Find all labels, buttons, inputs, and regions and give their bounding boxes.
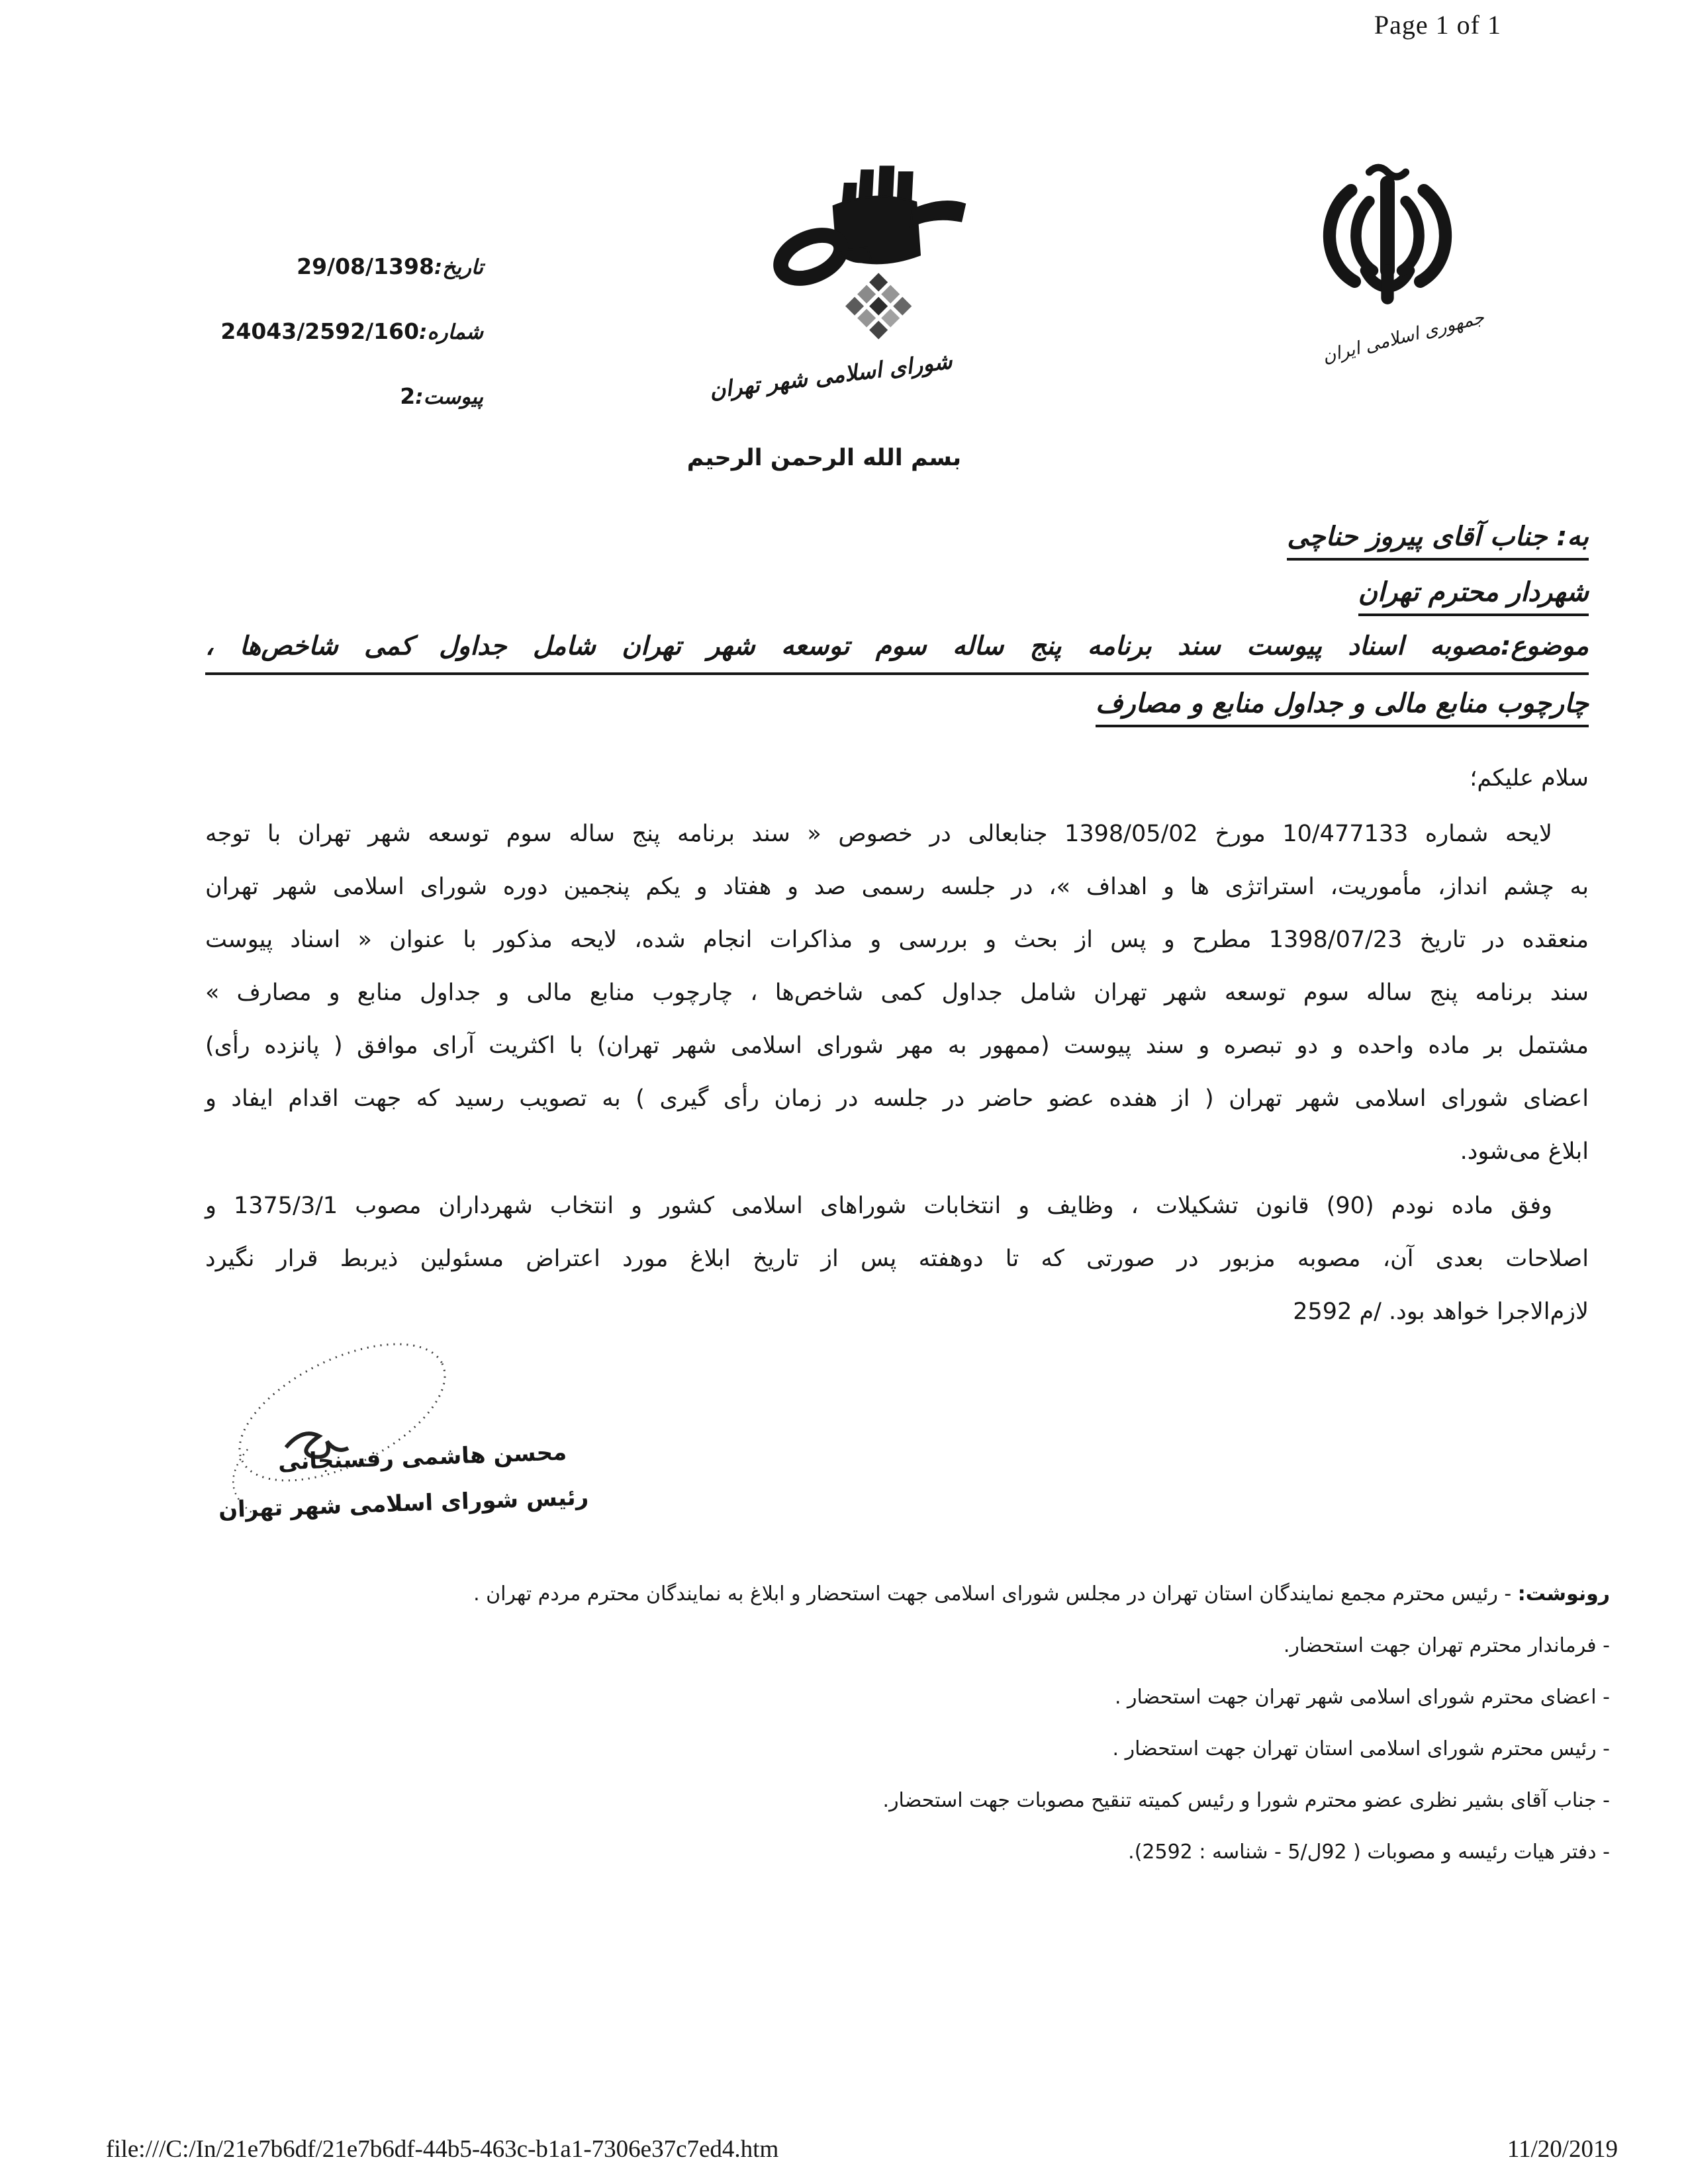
council-logo [751, 154, 1009, 360]
meta-attachment-label: پیوست: [415, 385, 483, 409]
bismillah-line: بسم الله الرحمن الرحیم [686, 445, 962, 471]
meta-number-row [220, 316, 483, 351]
letter-meta-block [220, 251, 483, 446]
iran-emblem-icon [1296, 158, 1479, 322]
cc-item: - فرماندار محترم تهران جهت استحضار. [1283, 1634, 1610, 1657]
page-number: Page 1 of 1 [1374, 10, 1501, 40]
footer-print-date: 11/20/2019 [1507, 2136, 1618, 2163]
paragraph1-line: اعضای شورای اسلامی شهر تهران ( از هفده عضو حاضر در جلسه در زمان رأی گیری ) به تصویب رسید که جهت اقدام ایفاد و [205, 1085, 1589, 1112]
recipient-name: به: جناب آقای پیروز حناچی [1287, 522, 1589, 561]
cc-item: - رئیس محترم مجمع نمایندگان استان تهران در مجلس شورای اسلامی جهت استحضار و ابلاغ به نمایندگان محترم مردم تهران . [473, 1582, 1512, 1606]
signer-name: محسن هاشمی رفسنجانی [277, 1439, 567, 1476]
body-paragraph-2 [205, 1179, 1589, 1338]
meta-number-label: شماره: [419, 320, 483, 344]
meta-date-row [220, 251, 483, 286]
cc-item: - جناب آقای بشیر نظری عضو محترم شورا و رئیس کمیته تنقیح مصوبات جهت استحضار. [882, 1789, 1610, 1812]
signer-title: رئیس شورای اسلامی شهر تهران [218, 1484, 589, 1524]
footer-file-url: file:///C:/In/21e7b6df/21e7b6df-44b5-463c-b1a1-7306e37c7ed4.htm [106, 2136, 779, 2163]
body-paragraph-1 [205, 807, 1589, 1178]
paragraph2-line: وفق ماده نودم (90) قانون تشکیلات ، وظایف و انتخابات شوراهای اسلامی کشور و انتخاب شهرداران مصوب 1375/3/1 و [205, 1193, 1552, 1219]
paragraph1-line: منعقده در تاریخ 1398/07/23 مطرح و پس از بحث و بررسی و مذاکرات انجام شده، لایحه مذکور با عنوان « اسناد پیوست [205, 927, 1589, 953]
cc-item: - دفتر هیات رئیسه و مصوبات ( 92ل/5 - شناسه : 2592). [1128, 1841, 1610, 1864]
meta-date-value: 29/08/1398 [297, 253, 434, 279]
meta-attachment-value: 2 [400, 383, 416, 409]
subject-line-2 [1096, 688, 1589, 727]
subject-line-1: موضوع:مصوبه اسناد پیوست سند برنامه پنج ساله سوم توسعه شهر تهران شامل جداول کمی شاخص‌ها ، [205, 629, 1589, 675]
paragraph2-line: اصلاحات بعدی آن، مصوبه مزبور در صورتی که تا دوهفته پس از تاریخ ابلاغ مورد اعتراض مسئولین ذیربط قرار نگیرد [205, 1246, 1589, 1272]
council-logo-icon [751, 154, 1009, 360]
salutation-line: سلام علیکم؛ [1470, 765, 1589, 792]
iran-national-emblem [1296, 158, 1479, 322]
cc-item: - رئیس محترم شورای اسلامی استان تهران جهت استحضار . [1112, 1737, 1610, 1760]
cc-item: - اعضای محترم شورای اسلامی شهر تهران جهت استحضار . [1114, 1686, 1610, 1709]
cc-block [392, 1569, 1610, 1878]
paragraph1-line: ابلاغ می‌شود. [1460, 1138, 1589, 1165]
paragraph1-line: به چشم انداز، مأموریت، استراتژی ها و اهداف »، در جلسه رسمی صد و هفتاد و یکم پنجمین دوره شورای اسلامی شهر تهران [205, 874, 1589, 900]
cc-label: رونوشت: [1517, 1582, 1610, 1606]
iran-emblem-caption: جمهوری اسلامی ایران [1320, 307, 1487, 367]
paragraph2-line: لازم‌الاجرا خواهد بود. /م 2592 [1293, 1298, 1589, 1325]
subject-line-2-text: چارچوب منابع مالی و جداول منابع و مصارف [1096, 688, 1589, 727]
council-logo-caption: شورای اسلامی شهر تهران [708, 347, 954, 404]
recipient-title-line [1358, 577, 1589, 616]
cc-line-1 [392, 1569, 1610, 1620]
paragraph1-line: مشتمل بر ماده واحده و دو تبصره و سند پیوست (ممهور به مهر شورای اسلامی شهر تهران) با اکثریت آرای موافق ( پانزده رأی) [205, 1032, 1589, 1059]
meta-attachment-row [220, 381, 483, 416]
recipient-title: شهردار محترم تهران [1358, 577, 1589, 616]
paragraph1-line: لایحه شماره 10/477133 مورخ 1398/05/02 جنابعالی در خصوص « سند برنامه پنج ساله سوم توسعه شهر تهران با توجه [205, 821, 1553, 847]
meta-number-value: 24043/2592/160 [220, 318, 420, 344]
meta-date-label: تاریخ: [434, 255, 483, 279]
paragraph1-line: سند برنامه پنج ساله سوم توسعه شهر تهران شامل جداول کمی شاخص‌ها ، چارچوب منابع مالی و جداول منابع و مصارف » [205, 979, 1589, 1006]
recipient-line [1287, 522, 1589, 561]
